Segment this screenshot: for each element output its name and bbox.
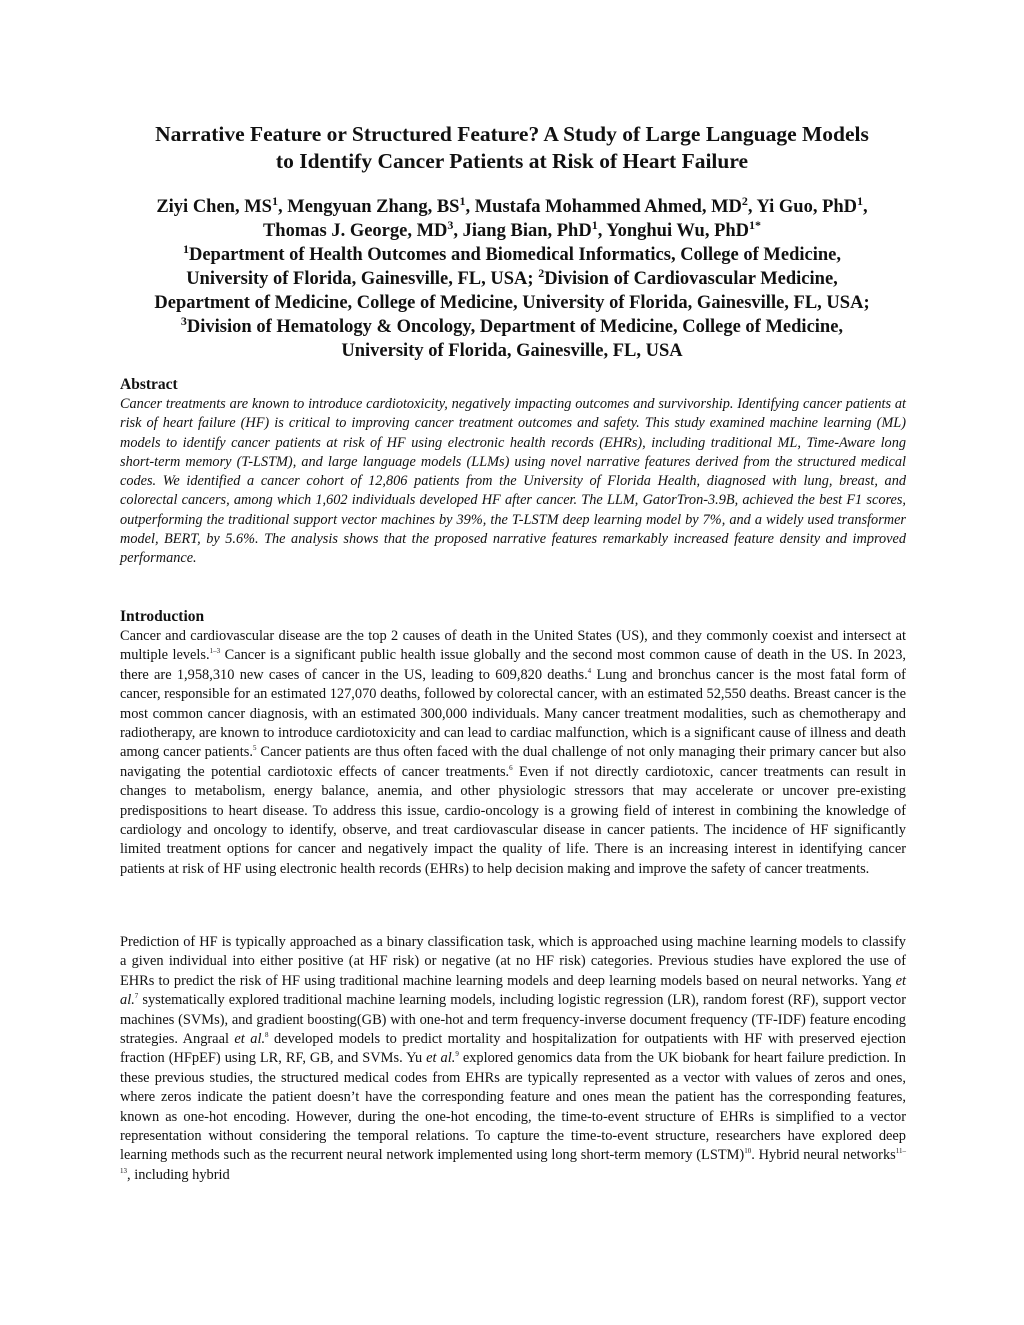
- introduction-paragraph-1: [120, 627, 906, 879]
- affiliation-marker: 1: [857, 193, 864, 208]
- affiliation-marker: 1: [459, 193, 466, 208]
- author-name: , Yi Guo, PhD: [747, 197, 858, 217]
- abstract-heading: Abstract: [120, 376, 178, 393]
- body-text: explored genomics data from the UK biobank for heart failure prediction. In these previous studies, the structured medical codes from EHRs are typically represented as a vector with values of zeros and ones, where zeros indicate the patient doesn’t have the corresponding feature and ones mean the patient has the corresponding features, known as one-hot encoding. However, during the one-hot encoding, the time-to-event structure of EHRs is simplified to a vector representation without considering the temporal relations. To capture the time-to-event structure, researchers have explored deep learning methods such as the recurrent neural network implemented using long short-term memory (LSTM): [120, 1050, 907, 1164]
- et-al: et al.: [234, 1031, 266, 1048]
- citation-ref: 9: [455, 1050, 459, 1059]
- citation-ref: 11–13: [120, 1147, 907, 1176]
- citation-ref: 4: [587, 667, 592, 676]
- affiliation-marker: 1: [591, 217, 598, 232]
- paper-title: [100, 121, 924, 175]
- affiliation-text: Division of Hematology & Oncology, Department of Medicine, College of Medicine,: [186, 317, 844, 337]
- body-text: . Hybrid neural networks: [751, 1147, 896, 1164]
- author-name: , Mustafa Mohammed Ahmed, MD: [465, 197, 742, 217]
- author-name: , Mengyuan Zhang, BS: [277, 197, 460, 217]
- affiliation-text: University of Florida, Gainesville, FL, USA;: [186, 269, 539, 289]
- body-text: Cancer patients are thus often faced with the dual challenge of not only managing their primary cancer but also navigating the potential cardiotoxic effects of cancer treatments.: [120, 744, 906, 780]
- body-text: Lung and bronchus cancer is the most fatal form of cancer, responsible for an estimated 127,070 deaths, followed by colorectal cancer, with an estimated 52,550 deaths. Breast cancer is the most common cancer diagnosis, with an estimated 300,000 individuals. Many cancer treatment modalities, such as chemotherapy and radiotherapy, are known to introduce cardiotoxicity and can lead to cardiac malfunction, which is a significant cause of illness and death among cancer patients.: [120, 666, 906, 761]
- affiliation-marker: 3: [447, 217, 454, 232]
- affiliation-marker: 1: [271, 193, 278, 208]
- et-al: et al.: [120, 972, 906, 1009]
- citation-ref: 6: [509, 764, 513, 773]
- citation-ref: 5: [252, 744, 257, 753]
- author-name: Ziyi Chen, MS: [156, 197, 272, 217]
- affiliation-text: Division of Cardiovascular Medicine,: [544, 269, 838, 289]
- title-line-2: to Identify Cancer Patients at Risk of Heart Failure: [275, 149, 749, 173]
- affiliation-text: Department of Health Outcomes and Biomedical Informatics, College of Medicine,: [188, 245, 842, 265]
- affiliation-marker: 1*: [749, 217, 762, 232]
- introduction-section: [120, 608, 906, 879]
- body-text: Cancer is a significant public health issue globally and the second most common cause of death in the US. In 2023, there are 1,958,310 new cases of cancer in the US, leading to 609,820 deaths.: [120, 647, 906, 683]
- affiliation-marker: 2: [741, 193, 748, 208]
- body-text: , including hybrid: [127, 1166, 230, 1183]
- body-text: developed models to predict mortality and hospitalization for outpatients with HF with preserved ejection fraction (HFpEF) using LR, RF, GB, and SVMs. Yu: [120, 1031, 906, 1067]
- abstract-section: [120, 376, 906, 569]
- author-name: , Yonghui Wu, PhD: [597, 221, 750, 241]
- body-text: Prediction of HF is typically approached as a binary classification task, which is approached using machine learning models to classify a given individual into either positive (at HF risk) or negative (at no HF risk) categories. Previous studies have explored the use of EHRs to predict the risk of HF using traditional machine learning models and deep learning models based on neural networks. Yang: [120, 934, 906, 989]
- affiliation-text: Department of Medicine, College of Medicine, University of Florida, Gainesville, FL, USA;: [154, 293, 870, 313]
- citation-ref: 10: [744, 1147, 752, 1156]
- body-text: Even if not directly cardiotoxic, cancer treatments can result in changes to metabolism, energy balance, anemia, and other physiologic stressors that may accelerate or uncover pre-existing predispositions to heart disease. To address this issue, cardio-oncology is a growing field of interest in combining the knowledge of cardiology and oncology to identify, observe, and treat cardiovascular disease in cancer patients. The incidence of HF significantly limited treatment options for cancer and negatively impact the quality of life. There is an increasing interest in identifying cancer patients at risk of HF using electronic health records (EHRs) to help decision making and improve the safety of cancer treatments.: [120, 763, 906, 877]
- citation-ref: 8: [265, 1031, 269, 1040]
- title-line-1: Narrative Feature or Structured Feature? A Study of Large Language Models: [155, 122, 869, 146]
- body-text: systematically explored traditional machine learning models, including logistic regression (LR), random forest (RF), support vector machines (SVMs), and gradient boosting(GB) with one-hot and term frequency-inverse document frequency (TF-IDF) feature encoding strategies. Angraal: [120, 992, 906, 1048]
- author-name: Thomas J. George, MD: [262, 221, 448, 241]
- introduction-paragraph-2: [120, 933, 906, 1185]
- affiliation-marker: 2: [538, 265, 545, 280]
- et-al: et al.: [426, 1050, 456, 1067]
- body-text: Cancer and cardiovascular disease are the top 2 causes of death in the United States (US), and they commonly coexist and intersect at multiple levels.: [120, 628, 906, 664]
- author-block: [100, 195, 924, 363]
- affiliation-text: University of Florida, Gainesville, FL, USA: [341, 341, 683, 361]
- abstract-text: Cancer treatments are known to introduce cardiotoxicity, negatively impacting outcomes and survivorship. Identifying cancer patients at risk of heart failure (HF) is critical to improving cancer treatment outcomes and safety. This study examined machine learning (ML) models to identify cancer patients at risk of HF using electronic health records (EHRs), including traditional ML, Time-Aware long short-term memory (T-LSTM), and large language models (LLMs) using novel narrative features derived from the structured medical codes. We identified a cancer cohort of 12,806 patients from the University of Florida Health, diagnosed with lung, breast, and colorectal cancers, among which 1,602 individuals developed HF after cancer. The LLM, GatorTron-3.9B, achieved the best F1 scores, outperforming the traditional support vector machines by 39%, the T-LSTM deep learning model by 7%, and a widely used transformer model, BERT, by 5.6%. The analysis shows that the proposed narrative features remarkably increased feature density and improved performance.: [120, 396, 906, 567]
- introduction-section-continued: [120, 933, 906, 1185]
- author-name: , Jiang Bian, PhD: [453, 221, 592, 241]
- affiliation-marker: 3: [180, 313, 187, 328]
- affiliation-marker: 1: [182, 241, 189, 256]
- citation-ref: 1–3: [209, 647, 221, 656]
- introduction-heading: Introduction: [120, 608, 205, 625]
- author-separator: ,: [863, 197, 868, 217]
- citation-ref: 7: [134, 992, 139, 1001]
